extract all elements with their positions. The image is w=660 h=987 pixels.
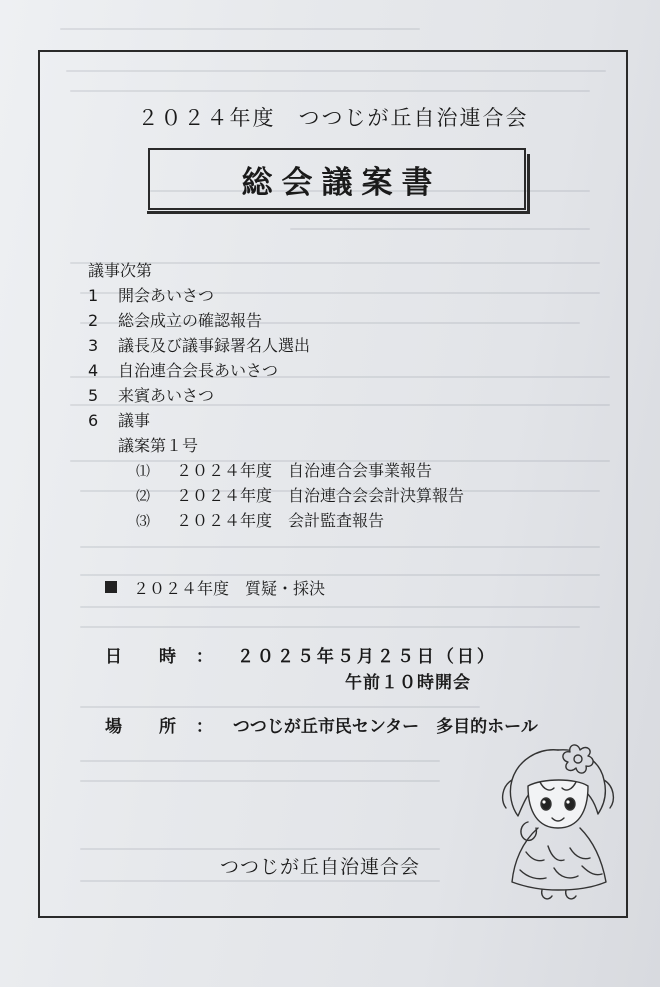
agenda-item-number: 1 bbox=[88, 286, 99, 305]
agenda-item-label: 開会あいさつ bbox=[118, 286, 215, 305]
motion-sub-item-mark: ⑵ bbox=[136, 489, 150, 505]
motion-sub-item-mark: ⑴ bbox=[136, 464, 150, 480]
agenda-item-number: 5 bbox=[88, 386, 99, 405]
agenda-item-label: 総会成立の確認報告 bbox=[118, 311, 263, 330]
motion-sub-item-label: ２０２４年度 自治連合会会計決算報告 bbox=[176, 486, 465, 505]
meeting-venue: つつじが丘市民センター 多目的ホール bbox=[232, 717, 538, 737]
agenda-item-label: 議事 bbox=[118, 411, 151, 430]
motion-heading: 議案第１号 bbox=[118, 436, 199, 455]
header-title: ２０２４年度 つつじが丘自治連合会 bbox=[137, 106, 529, 130]
place-colon: ： bbox=[195, 717, 213, 737]
agenda-item bbox=[88, 383, 214, 406]
organization-name: つつじが丘自治連合会 bbox=[220, 856, 421, 878]
document-title: 総会議案書 bbox=[241, 164, 442, 201]
bullet-square-icon bbox=[105, 581, 117, 593]
meeting-time: 午前１０時開会 bbox=[345, 673, 471, 693]
agenda-item-label: 自治連合会長あいさつ bbox=[118, 361, 279, 380]
agenda-item bbox=[88, 333, 310, 356]
document-page bbox=[38, 50, 628, 918]
agenda-item bbox=[88, 408, 150, 431]
agenda-item bbox=[88, 358, 278, 381]
agenda-item-number: 3 bbox=[88, 336, 99, 355]
datetime-row bbox=[105, 642, 497, 667]
qa-vote-label: ２０２４年度 質疑・採決 bbox=[133, 579, 326, 598]
agenda-item-number: 6 bbox=[88, 411, 99, 430]
datetime-colon: ： bbox=[195, 647, 213, 667]
agenda-item-label: 議長及び議事録署名人選出 bbox=[118, 336, 311, 355]
motion-sub-item bbox=[136, 483, 464, 506]
meeting-date: ２０２５年５月２５日（日） bbox=[236, 647, 497, 667]
place-row bbox=[105, 712, 538, 737]
mascot-illustration bbox=[498, 742, 618, 904]
motion-sub-item-label: ２０２４年度 自治連合会事業報告 bbox=[176, 461, 433, 480]
agenda-heading: 議事次第 bbox=[88, 261, 153, 280]
place-label: 場 所 bbox=[105, 717, 186, 737]
qa-vote-line bbox=[105, 576, 325, 599]
motion-sub-item bbox=[136, 458, 432, 481]
motion-sub-item-label: ２０２４年度 会計監査報告 bbox=[176, 511, 385, 530]
datetime-label: 日 時 bbox=[105, 647, 186, 667]
motion-sub-item-mark: ⑶ bbox=[136, 514, 150, 530]
agenda-item-number: 4 bbox=[88, 361, 99, 380]
agenda-item-number: 2 bbox=[88, 311, 99, 330]
agenda-item-label: 来賓あいさつ bbox=[118, 386, 215, 405]
motion-sub-item bbox=[136, 508, 384, 531]
agenda-item bbox=[88, 308, 262, 331]
document-title-box bbox=[148, 148, 526, 210]
agenda-item bbox=[88, 283, 214, 306]
